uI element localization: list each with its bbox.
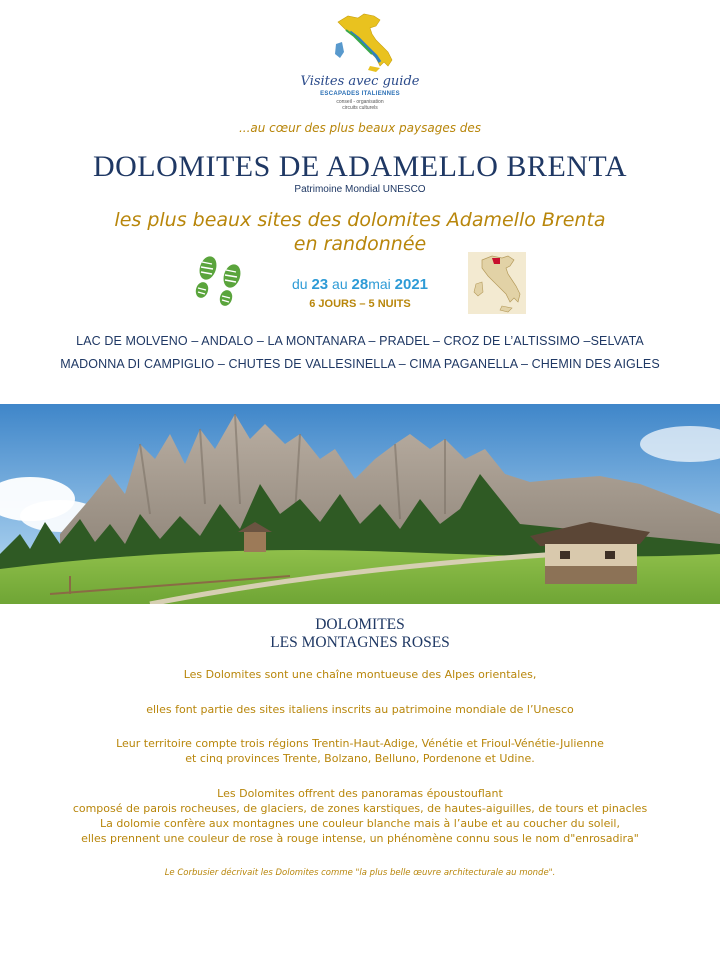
logo-tagline-line: conseil - organisation (336, 99, 384, 105)
section-title-line-1: DOLOMITES (315, 616, 405, 633)
paragraph-line: La dolomie confère aux montagnes une couleur blanche mais à l’aube et au coucher du soleil, (100, 817, 620, 830)
trip-duration: 6 JOURS – 5 NUITS (309, 298, 411, 310)
subtitle-line-2: en randonnée (293, 233, 427, 255)
footprints-icon (190, 254, 250, 310)
date-end: 28 (351, 276, 369, 293)
paragraph-1: Les Dolomites sont une chaîne montueuse des Alpes orientales, (183, 668, 537, 681)
paragraph-line: elles prennent une couleur de rose à rouge intense, un phénomène connu sous le nom d"enrosadira" (81, 832, 639, 845)
paragraph-line: composé de parois rocheuses, de glaciers, de zones karstiques, de hautes-aiguilles, de tours et pinacles (72, 802, 648, 815)
route-line-1: LAC DE MOLVENO – ANDALO – LA MONTANARA – PRADEL – CROZ DE L’ALTISSIMO –SELVATA (76, 334, 644, 348)
subtitle-line-1: les plus beaux sites des dolomites Adamello Brenta (114, 209, 606, 231)
paragraph-3 (0, 736, 720, 766)
paragraph-4 (0, 786, 720, 846)
paragraph-line: et cinq provinces Trente, Bolzano, Belluno, Pordenone et Udine. (185, 752, 535, 765)
italy-map-logo-icon (300, 8, 420, 74)
logo-script-text: Visites avec guide (300, 74, 420, 89)
subtitle (0, 208, 720, 256)
dates-prefix: du (291, 276, 312, 292)
dolomites-panorama-photo (0, 404, 720, 604)
date-start: 23 (311, 276, 329, 293)
paragraph-line: Leur territoire compte trois régions Trentin-Haut-Adige, Vénétie et Frioul-Vénétie-Julienne (116, 737, 604, 750)
logo-tagline (300, 99, 420, 111)
unesco-label: Patrimoine Mondial UNESCO (294, 184, 426, 195)
dates-mid: au (328, 276, 352, 292)
page-title: DOLOMITES DE ADAMELLO BRENTA (92, 150, 628, 183)
route-line-2: MADONNA DI CAMPIGLIO – CHUTES DE VALLESINELLA – CIMA PAGANELLA – CHEMIN DES AIGLES (60, 357, 660, 371)
brand-logo (300, 8, 420, 116)
paragraph-2: elles font partie des sites italiens inscrits au patrimoine mondiale de l’Unesco (146, 703, 574, 716)
logo-brand-text: ESCAPADES ITALIENNES (320, 91, 400, 97)
le-corbusier-quote: Le Corbusier décrivait les Dolomites comme "la plus belle œuvre architecturale au monde". (164, 868, 556, 878)
dates-month: mai (368, 276, 395, 292)
italy-region-map-icon (468, 252, 526, 314)
trip-dates (260, 276, 460, 293)
section-title-line-2: LES MONTAGNES ROSES (270, 634, 450, 651)
date-year: 2021 (394, 276, 429, 293)
intro-line: ...au cœur des plus beaux paysages des (238, 121, 482, 135)
logo-tagline-line: circuits culturels (342, 105, 378, 111)
paragraph-line: Les Dolomites offrent des panoramas époustouflant (217, 787, 503, 800)
